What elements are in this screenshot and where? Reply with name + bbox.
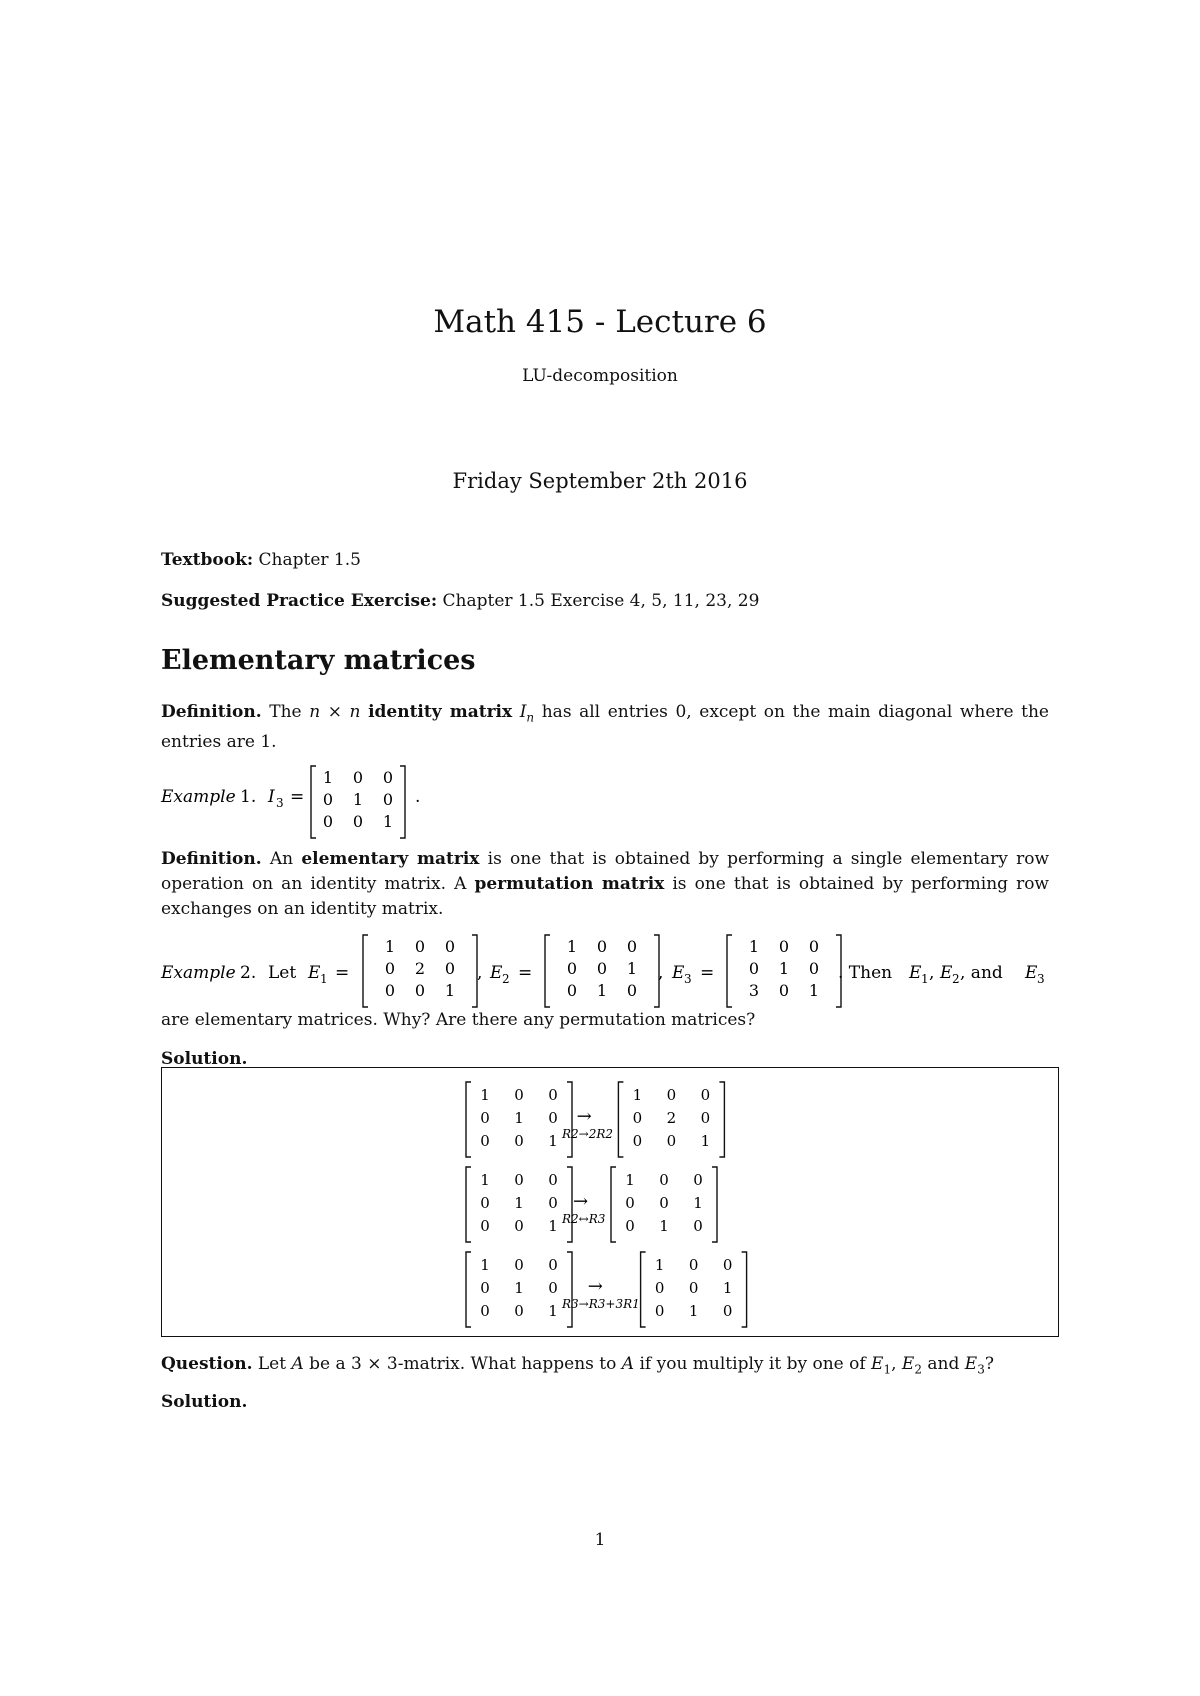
definition-term: identity matrix [368,702,513,722]
matrix-entry: 0 [659,1193,669,1212]
matrix-entry: 0 [688,1278,699,1297]
matrix-entry: 0 [566,981,578,1001]
row-operation-label: R2→2R2 [562,1127,614,1141]
matrix-entry: 3 [748,981,760,1001]
matrix-entry: 0 [654,1278,665,1297]
matrix-entry: 0 [480,1193,490,1212]
matrix-entry: 0 [414,937,426,957]
matrix-entry: 1 [548,1216,558,1235]
matrix-entry: 1 [322,768,334,788]
example-2-equals-2: = [518,963,533,983]
math-E3: E [964,1354,978,1374]
math-E2-subscript: 2 [914,1362,922,1377]
matrix-entry: 1 [514,1278,524,1297]
row-operation [466,1167,717,1242]
example-2-label: Example [161,963,236,983]
math-n-by-n: n × n [309,702,361,722]
matrix-entry: 0 [626,937,638,957]
right-bracket [719,1082,724,1157]
matrix-entry: 0 [548,1170,558,1189]
matrix-entry: 1 [548,1301,558,1320]
example-2-E3: E [672,963,685,983]
example-2-then-sep: , [929,963,935,983]
example-2-then-E2-subscript: 2 [952,972,960,986]
left-bracket [363,935,368,1007]
matrix-entry: 1 [480,1085,490,1104]
question-mark: ? [984,1354,994,1374]
matrix-entry: 0 [514,1301,524,1320]
example-2-E1-subscript: 1 [320,972,328,986]
matrix-entry: 0 [548,1193,558,1212]
matrix-entry: 1 [632,1085,643,1104]
solution-label: Solution. [161,1049,248,1069]
page-number: 1 [594,1530,606,1550]
matrix-entry: 2 [414,959,426,979]
example-1-equals: = [290,787,305,807]
math-E1: E [871,1354,884,1374]
matrix-entry: 0 [444,937,456,957]
section-heading: Elementary matrices [161,645,476,676]
matrix-entry: 0 [625,1216,635,1235]
definition-label: Definition. [161,702,262,722]
matrix-entry: 0 [666,1131,677,1150]
example-2-math [0,925,1200,1015]
left-bracket [618,1082,623,1157]
example-2-E3-subscript: 3 [684,972,692,986]
matrix-entry: 0 [384,959,396,979]
right-bracket [567,1167,572,1242]
example-2-E2: E [490,963,503,983]
right-bracket [712,1167,717,1242]
solution-matrices [162,1068,1060,1338]
example-1-label: Example [161,787,236,807]
matrix-entry: 0 [808,937,820,957]
matrix-entry: 1 [514,1193,524,1212]
matrix-entry: 0 [666,1085,677,1104]
question-comma: , [891,1354,902,1374]
matrix-entry: 0 [382,768,394,788]
example-1-lhs: I [268,787,275,807]
matrix-entry: 0 [480,1216,490,1235]
left-bracket [545,935,550,1007]
matrix-entry: 0 [700,1085,711,1104]
page-subtitle: LU-decomposition [522,366,678,386]
question-text-1: Let [257,1354,292,1374]
lecture-date: Friday September 2th 2016 [452,469,748,493]
matrix-entry: 0 [632,1108,643,1127]
matrix-entry: 0 [480,1278,490,1297]
matrix-entry: 0 [480,1108,490,1127]
left-bracket [466,1252,471,1327]
example-2-then-E3-subscript: 3 [1037,972,1045,986]
matrix-E1 [363,935,477,1007]
matrix-entry: 1 [693,1193,703,1212]
example-2-then-E3: E [1025,963,1038,983]
row-operation-label: R2↔R3 [562,1212,606,1226]
left-bracket [466,1167,471,1242]
matrix-entry: 0 [654,1301,665,1320]
example-2-E1: E [308,963,321,983]
definition-term-elementary: elementary matrix [301,849,480,869]
left-bracket [641,1252,646,1327]
matrix-entry: 0 [748,959,760,979]
math-E1-subscript: 1 [883,1362,892,1377]
example-2-then-E1-subscript: 1 [921,972,929,986]
matrix-entry: 1 [659,1216,669,1235]
matrix-entry: 0 [514,1085,524,1104]
matrix-entry: 0 [352,812,364,832]
right-bracket [400,766,405,838]
matrix-entry: 0 [693,1216,703,1235]
row-operation [466,1252,747,1327]
matrix-entry: 0 [322,790,334,810]
left-bracket [311,766,316,838]
matrix-entry: 0 [700,1108,711,1127]
matrix-entry: 1 [480,1255,490,1274]
matrix-entry: 1 [722,1278,733,1297]
question-text-3: if you multiply it by one of [634,1354,872,1374]
matrix-entry: 0 [659,1170,669,1189]
solution-box [161,1067,1059,1337]
matrix-entry: 0 [548,1108,558,1127]
practice-line [161,591,759,611]
example-2-comma-1: , [477,963,483,983]
matrix-entry: 0 [625,1193,635,1212]
matrix-entry: 0 [514,1170,524,1189]
row-operation [466,1082,724,1157]
matrix-entry: 0 [778,937,790,957]
matrix-entry: 0 [722,1301,733,1320]
matrix-entry: 1 [548,1131,558,1150]
matrix-entry: 1 [596,981,608,1001]
practice-value: Chapter 1.5 Exercise 4, 5, 11, 23, 29 [442,591,760,611]
example-1-lhs-subscript: 3 [276,796,284,810]
matrix-entry: 0 [722,1255,733,1274]
left-bracket [466,1082,471,1157]
arrow-icon: → [576,1106,592,1127]
question-text-2: be a 3 × 3-matrix. What happens to [303,1354,622,1374]
example-2-line-2: are elementary matrices. Why? Are there any permutation matrices? [161,1010,756,1030]
example-2-then-E2: E [940,963,953,983]
matrix-entry: 1 [808,981,820,1001]
matrix-entry: 0 [548,1255,558,1274]
matrix-entry: 0 [322,812,334,832]
question-label: Question. [161,1354,253,1374]
example-1-number: 1. [240,787,257,807]
example-2-equals-1: = [335,963,350,983]
matrix-entry: 0 [626,981,638,1001]
matrix-entry: 1 [352,790,364,810]
matrix-entry: 1 [566,937,578,957]
left-bracket [727,935,732,1007]
math-A: A [291,1354,304,1374]
matrix-E2 [545,935,659,1007]
definition-label: Definition. [161,849,262,869]
matrix-entry: 0 [384,981,396,1001]
matrix-entry: 0 [514,1131,524,1150]
solution-2-label: Solution. [161,1392,248,1412]
arrow-icon: → [587,1276,603,1297]
example-2-then-E1: E [909,963,922,983]
matrix-entry: 0 [548,1085,558,1104]
textbook-label: Textbook: [161,550,254,570]
matrix-entry: 0 [693,1170,703,1189]
textbook-line [161,550,361,570]
matrix-entry: 0 [566,959,578,979]
matrix-entry: 0 [352,768,364,788]
matrix-entry: 1 [480,1170,490,1189]
matrix-entry: 1 [514,1108,524,1127]
math-A-2: A [621,1354,635,1374]
definition-identity [161,700,1049,755]
page-title: Math 415 - Lecture 6 [433,304,767,340]
identity-matrix-I3 [311,766,405,838]
math-In-subscript: n [526,710,535,725]
left-bracket [611,1167,616,1242]
definition-text: The [269,702,310,722]
question-line [161,1352,1049,1382]
definition-text: An [269,849,302,869]
right-bracket [742,1252,747,1327]
definition-text-middle: is one that is obtained by performing a single elementary row operation on an identity matrix. A [161,849,1049,894]
matrix-entry: 1 [700,1131,711,1150]
right-bracket [567,1252,572,1327]
math-E3-subscript: 3 [977,1362,985,1377]
example-2-then: . Then [838,963,893,983]
matrix-entry: 0 [444,959,456,979]
math-In: I [519,702,527,722]
right-bracket [567,1082,572,1157]
definition-text-end: has all entries 0, except on the main diagonal where the entries are 1. [161,702,1049,753]
matrix-entry: 0 [514,1216,524,1235]
matrix-entry: 0 [596,959,608,979]
matrix-entry: 0 [808,959,820,979]
example-2-then-and: , and [960,963,1003,983]
matrix-entry: 1 [382,812,394,832]
matrix-entry: 1 [625,1170,635,1189]
practice-label: Suggested Practice Exercise: [161,591,438,611]
matrix-entry: 1 [654,1255,665,1274]
example-2-equals-3: = [700,963,715,983]
matrix-entry: 0 [596,937,608,957]
example-2-number: 2. [240,963,257,983]
math-E2: E [901,1354,915,1374]
matrix-entry: 0 [480,1131,490,1150]
row-operation-label: R3→R3+3R1 [562,1297,640,1311]
matrix-entry: 1 [384,937,396,957]
matrix-entry: 0 [382,790,394,810]
arrow-icon: → [572,1191,589,1212]
example-2-E2-subscript: 2 [502,972,510,986]
matrix-entry: 1 [626,959,638,979]
matrix-entry: 0 [548,1278,558,1297]
definition-term-permutation: permutation matrix [474,874,665,894]
definition-text-end: is one that is obtained by performing row exchanges on an identity matrix. [161,874,1049,919]
matrix-entry: 1 [444,981,456,1001]
matrix-E3 [727,935,841,1007]
matrix-entry: 0 [480,1301,490,1320]
textbook-value: Chapter 1.5 [258,550,361,570]
definition-elementary [161,847,1049,922]
example-2-let: Let [268,963,297,983]
matrix-entry: 2 [666,1108,677,1127]
matrix-entry: 0 [688,1255,699,1274]
matrix-entry: 0 [514,1255,524,1274]
matrix-entry: 1 [688,1301,699,1320]
matrix-entry: 1 [778,959,790,979]
matrix-entry: 1 [748,937,760,957]
matrix-entry: 0 [632,1131,643,1150]
matrix-entry: 0 [414,981,426,1001]
question-and: and [921,1354,965,1374]
example-1-period: . [415,787,421,807]
example-1-math [0,750,1200,850]
matrix-entry: 0 [778,981,790,1001]
example-2-comma-2: , [658,963,664,983]
